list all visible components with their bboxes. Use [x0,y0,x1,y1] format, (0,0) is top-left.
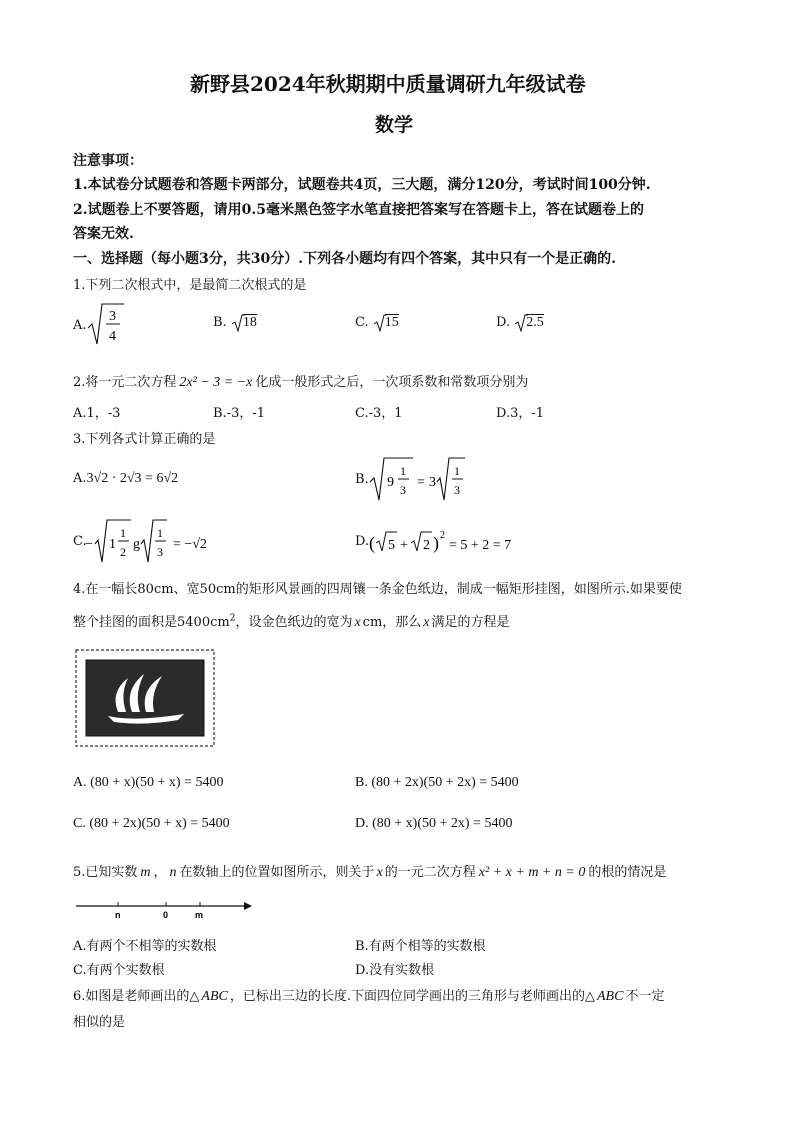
question-5-stem: 5.已知实数 m ， n 在数轴上的位置如图所示，则关于 x 的一元二次方程 x² + x + m + n = 0 的根的情况是 [73,865,667,880]
number-line-figure [74,898,254,922]
q5-option-d: D.没有实数根 [355,963,435,978]
svg-text:g: g [133,537,140,552]
q4-option-c: C. (80 + 2x)(50 + x) = 5400 [73,816,230,831]
question-6-stem-cont: 相似的是 [73,1015,126,1030]
question-3-stem: 3.下列各式计算正确的是 [73,432,216,447]
notice-heading: 注意事项： [73,153,143,169]
q1-a-num: 3 [109,309,116,324]
q2-equation: 2x² − 3 = −x [179,375,253,390]
svg-text:1: 1 [400,464,406,478]
q2-option-c: C.-3，1 [355,406,403,421]
q1-a-den: 4 [109,329,116,344]
question-4-stem: 4.在一幅长80cm、宽50cm的矩形风景画的四周镶一条金色纸边，制成一幅矩形挂图，如图所示.如果要使 [73,582,682,597]
q1-option-a: A. 3 4 [73,302,173,346]
q2-option-b: B.-3，-1 [213,406,266,421]
q2-option-a: A.1，-3 [73,406,121,421]
q5-option-b: B.有两个相等的实数根 [355,939,486,954]
q5-option-c: C.有两个实数根 [73,963,165,978]
q4-option-d: D. (80 + x)(50 + 2x) = 5400 [355,816,513,831]
question-1-stem: 1.下列二次根式中，是最简二次根式的是 [73,278,307,293]
page-title: 新野县2024年秋期期中质量调研九年级试卷 [190,72,586,96]
question-4-stem-cont: 整个挂图的面积是$5400cm^2$，设金色纸边的宽为 x cm，那么 x 满足的方程是 [73,613,510,630]
svg-text:5: 5 [388,538,395,553]
q1-option-c: C. 15 [355,315,399,330]
notice-item-2: 2.试题卷上不要答题，请用0.5毫米黑色签字水笔直接把答案写在答题卡上，答在试题卷上的 [73,202,644,218]
radical-icon [231,314,245,332]
svg-text:+: + [400,538,408,553]
svg-text:= −√2: = −√2 [173,537,207,552]
notice-item-1: 1.本试卷分试题卷和答题卡两部分，试题卷共4页，三大题，满分120分，考试时间100分钟. [73,177,651,193]
svg-text:2: 2 [120,545,126,559]
question-6-stem: 6.如图是老师画出的△ ABC ，已标出三边的长度.下面四位同学画出的三角形与老师画出的△ ABC 不一定 [73,989,665,1004]
svg-text:3: 3 [157,545,163,559]
svg-text:): ) [433,533,439,553]
q1-option-b: B. 18 [213,315,257,330]
svg-text:1: 1 [157,526,163,540]
framed-picture-figure [74,648,216,748]
radical-icon [373,314,387,332]
q3-option-a: A.3√2 · 2√3 = 6√2 [73,471,179,486]
svg-text:−: − [85,537,93,552]
svg-text:2: 2 [440,530,445,541]
q3-c-expr [85,518,225,564]
arrow-right-icon [244,902,252,910]
q3-d-expr [369,529,549,557]
q3-option-b: B. 9 1 3 = 3 1 3 [355,456,475,502]
q1-option-d: D. 2.5 [496,315,544,330]
section-heading: 一、选择题（每小题3分，共30分）.下列各小题均有四个答案，其中只有一个是正确的. [73,251,616,267]
q2-option-d: D.3，-1 [496,406,545,421]
q3-a-expr: 3√2 · 2√3 = 6√2 [86,471,179,486]
svg-text:3: 3 [429,475,436,490]
subject-title: 数学 [375,114,414,136]
q5-option-a: A.有两个不相等的实数根 [73,939,217,954]
svg-text:1: 1 [120,526,126,540]
svg-text:1: 1 [454,464,460,478]
svg-text:2: 2 [423,538,430,553]
q3-option-c: C. − 1 1 2 g 1 3 = −√2 [73,518,233,564]
axis-label-m: m [195,910,204,920]
notice-item-2-cont: 答案无效. [73,226,134,242]
q4-option-a: A. (80 + x)(50 + x) = 5400 [73,775,224,790]
radical-icon [514,314,528,332]
svg-text:3: 3 [400,483,406,497]
svg-text:(: ( [369,533,375,553]
q3-option-d: D. ( 5 + 2 ) 2 = 5 + 2 = 7 [355,529,555,557]
q1-sqrt-frac [86,302,126,346]
axis-label-0: 0 [163,910,169,920]
q4-option-b: B. (80 + 2x)(50 + 2x) = 5400 [355,775,519,790]
svg-text:1: 1 [109,537,116,552]
svg-text:= 5 + 2 = 7: = 5 + 2 = 7 [449,538,512,553]
q3-b-expr [369,456,469,502]
axis-label-n: n [115,910,121,920]
svg-text:=: = [417,475,425,490]
svg-text:9: 9 [387,475,394,490]
svg-text:3: 3 [454,483,460,497]
question-2-stem: 2.将一元二次方程 2x² − 3 = −x 化成一般形式之后，一次项系数和常数项分别为 [73,375,529,390]
